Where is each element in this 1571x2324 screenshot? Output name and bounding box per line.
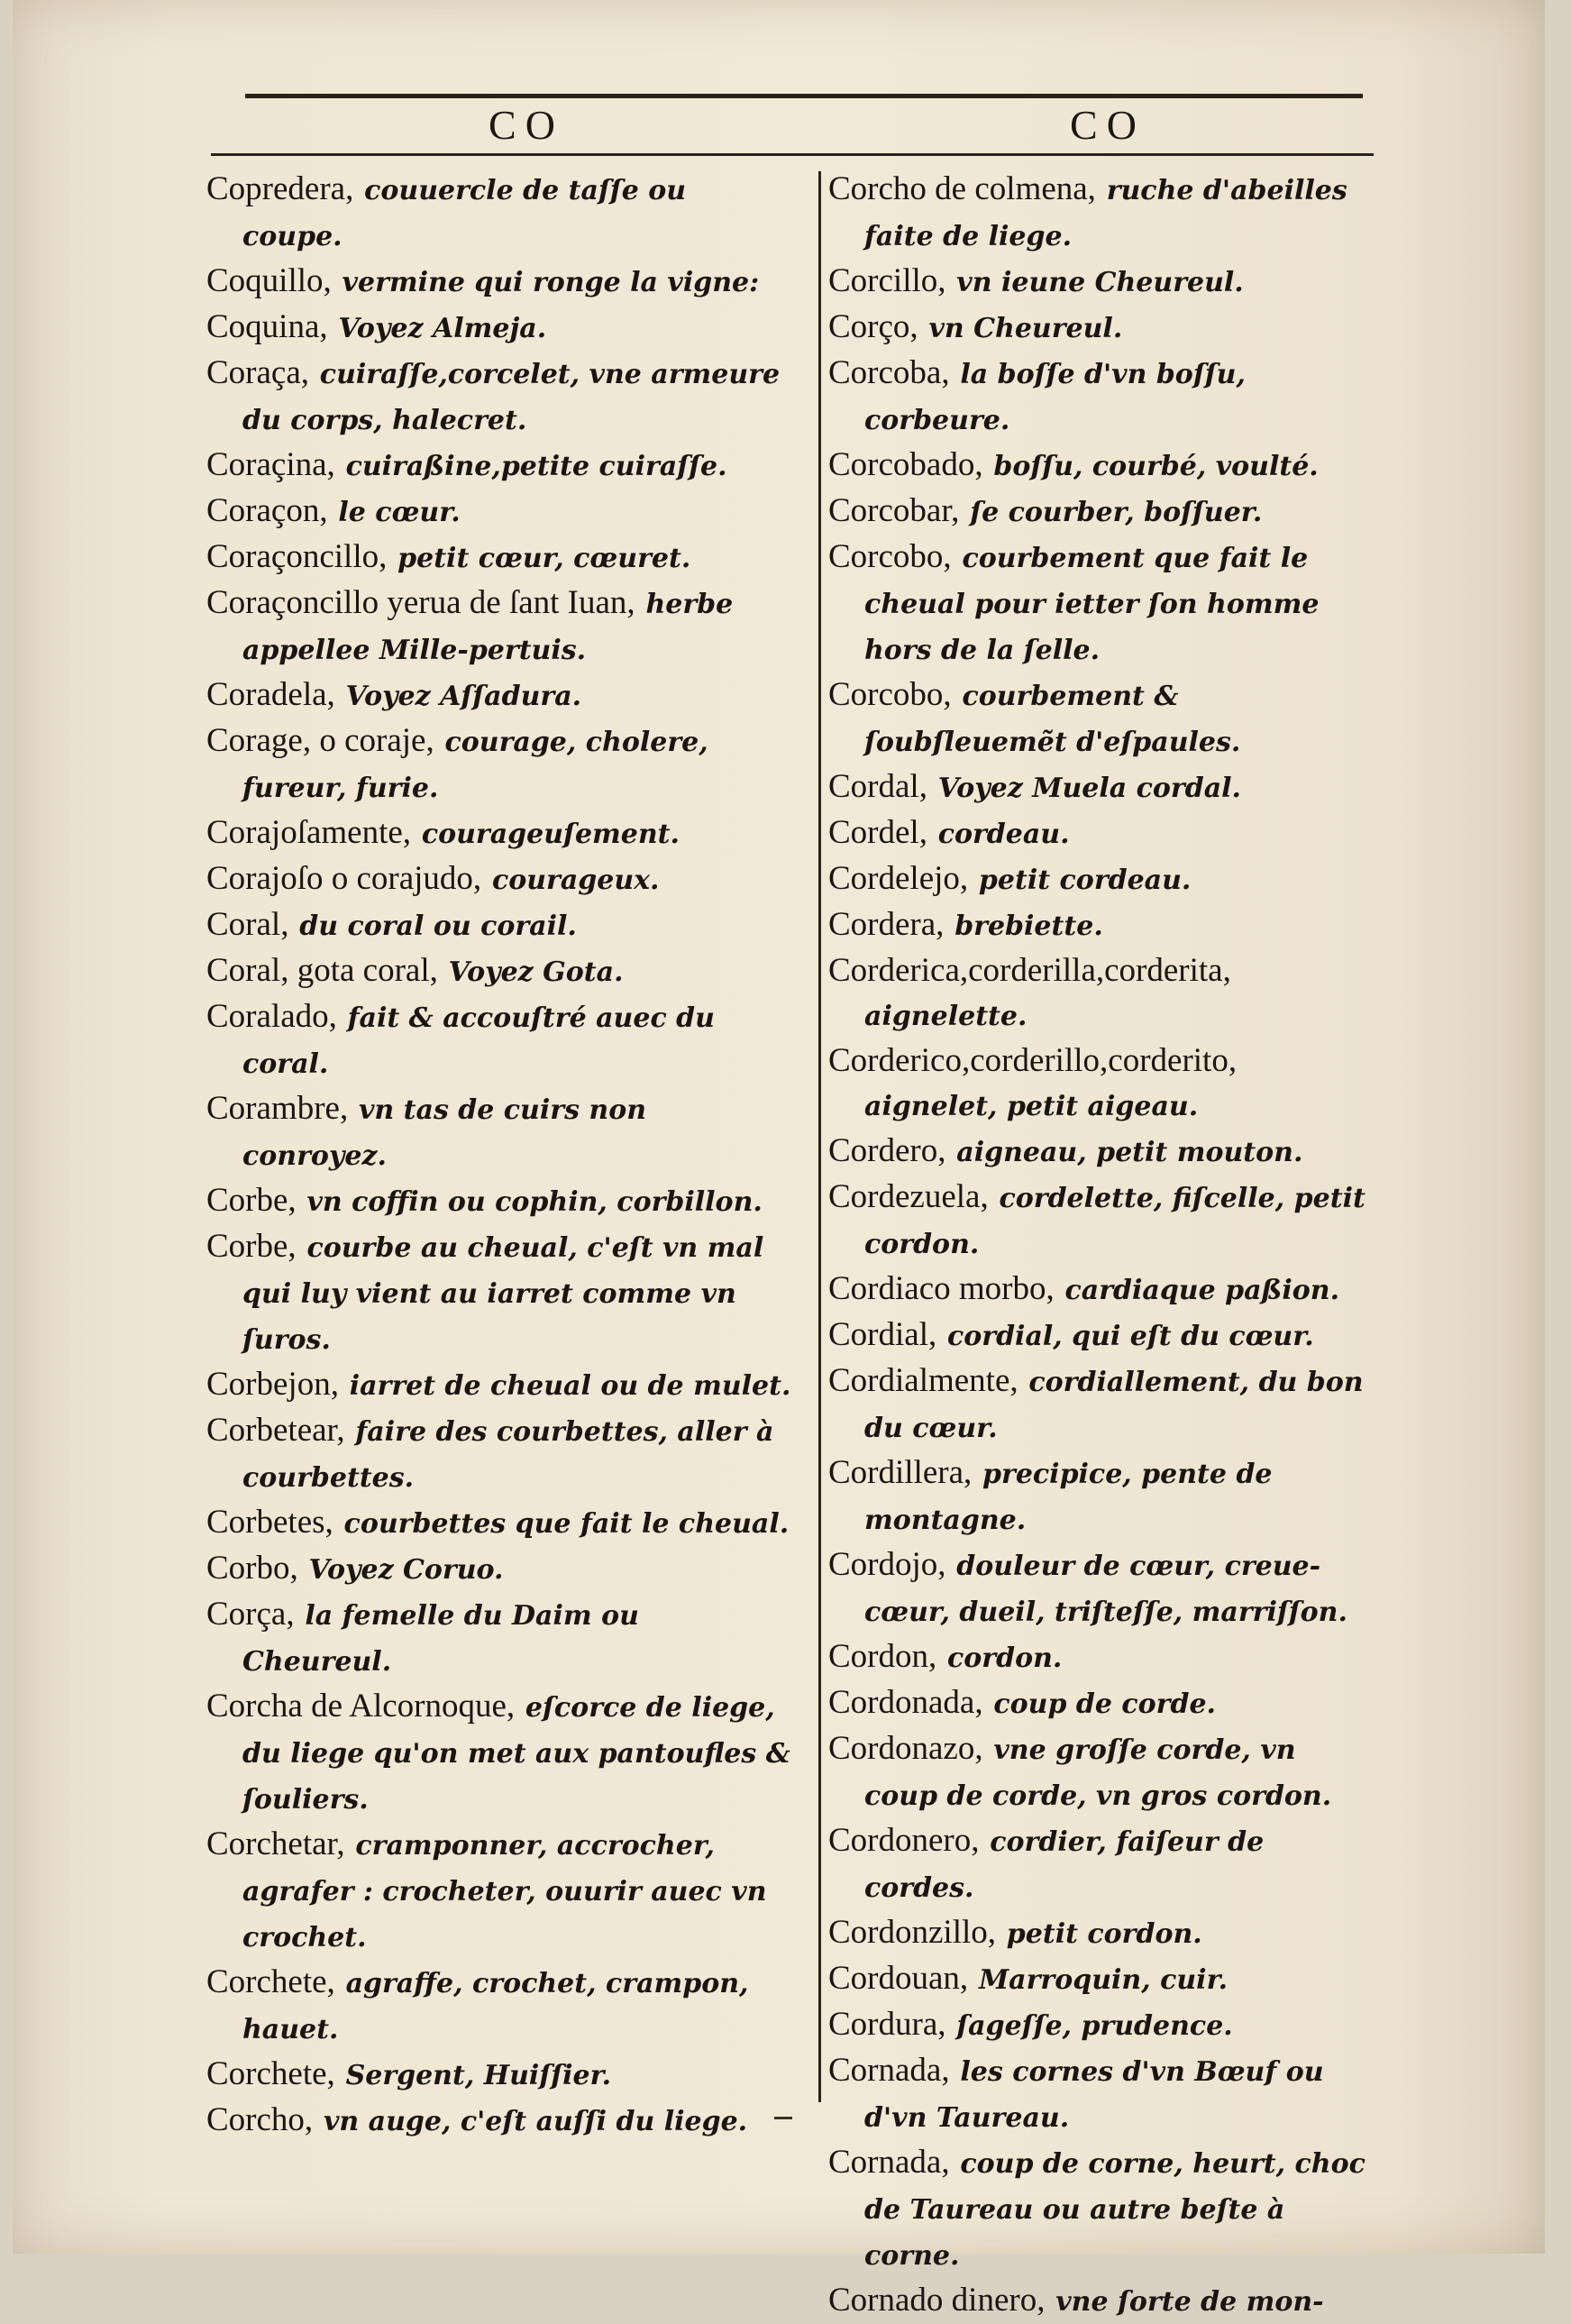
dictionary-entry [828, 2278, 1378, 2324]
dictionary-entry [828, 2002, 1378, 2048]
entry-definition: Marroquin, cuir. [978, 1964, 1228, 1996]
dictionary-entry [828, 1038, 1378, 1129]
dictionary-entry [206, 994, 792, 1086]
dictionary-entry [206, 535, 792, 581]
dictionary-entry [828, 1313, 1378, 1359]
entry-definition: fait & accouſtré auec du coral. [242, 1002, 715, 1080]
dictionary-entry [828, 672, 1378, 764]
entry-definition: couuercle de taſſe ou coupe. [242, 175, 687, 252]
dictionary-entry [828, 351, 1378, 443]
entry-headword: Coraça, [206, 354, 310, 391]
entry-headword: Corambre, [206, 1090, 349, 1127]
entry-headword: Cordal, [828, 768, 927, 805]
entry-definition: le cœur. [338, 497, 461, 528]
entry-headword: Cornada, [828, 2144, 950, 2181]
entry-definition: vn ieune Cheureul. [956, 267, 1244, 298]
dictionary-entry [828, 1726, 1378, 1818]
dictionary-entry [828, 1680, 1378, 1726]
entry-definition: aigneau, petit mouton. [956, 1137, 1303, 1168]
dictionary-entry [206, 1362, 792, 1408]
entry-headword: Corchete, [206, 2055, 335, 2092]
entry-definition: agraffe, crochet, crampon, hauet. [242, 1968, 749, 2045]
entry-headword: Cordera, [828, 906, 945, 943]
entry-headword: Copredera, [206, 170, 354, 207]
dictionary-entry [828, 305, 1378, 351]
dictionary-entry [206, 902, 792, 948]
entry-headword: Corcobo, [828, 676, 952, 713]
dictionary-entry [206, 1500, 792, 1546]
dictionary-entry [828, 2140, 1378, 2278]
entry-definition: petit cœur, cœuret. [397, 543, 691, 574]
entry-definition: courage, cholere, fureur, furie. [242, 727, 708, 804]
entry-definition: vne ſorte de mon- [1055, 2286, 1324, 2318]
entry-definition: la femelle du Daim ou Cheureul. [242, 1600, 639, 1678]
entry-definition: cuiraßine,petite cuiraſſe. [345, 451, 727, 482]
dictionary-entry [828, 1634, 1378, 1680]
dictionary-entry [828, 1956, 1378, 2002]
dictionary-entry [828, 1175, 1378, 1267]
entry-definition: courbement & ſoubſleuemẽt d'eſpaules. [864, 681, 1241, 758]
entry-definition: courbettes que fait le cheual. [343, 1508, 790, 1540]
entry-headword: Coral, [206, 906, 289, 943]
entry-headword: Coralado, [206, 998, 337, 1035]
dictionary-entry [206, 1408, 792, 1500]
dictionary-entry [828, 764, 1378, 810]
entry-definition: Sergent, Huiſſier. [345, 2060, 612, 2091]
entry-headword: Coquillo, [206, 262, 332, 299]
entry-headword: Corcho, [206, 2101, 314, 2138]
entry-headword: Corcoba, [828, 354, 950, 391]
dictionary-entry [828, 1910, 1378, 1956]
entry-headword: Corchetar, [206, 1825, 345, 1862]
running-head-left: CO [489, 102, 564, 148]
dictionary-entry [206, 672, 792, 718]
dictionary-entry [828, 1542, 1378, 1634]
entry-definition: precipice, pente de montagne. [864, 1459, 1273, 1536]
dictionary-entry [206, 1684, 792, 1822]
entry-headword: Coradela, [206, 676, 335, 713]
entry-definition: aignelet, petit aigeau. [864, 1091, 1199, 1122]
entry-definition: petit cordeau. [978, 865, 1192, 896]
entry-headword: Corbetear, [206, 1412, 345, 1449]
entry-definition: ſe courber, boſſuer. [970, 497, 1263, 528]
dictionary-entry [206, 581, 792, 672]
dictionary-entry [828, 1359, 1378, 1450]
entry-definition: coup de corde. [993, 1688, 1216, 1720]
entry-definition: courbement que fait le cheual pour ietter ſon homme hors de la ſelle. [864, 543, 1320, 666]
entry-definition: herbe appellee Mille-pertuis. [242, 589, 734, 666]
entry-headword: Corço, [828, 308, 918, 345]
entry-definition: Voyez Coruo. [308, 1554, 504, 1586]
entry-definition: cordier, faiſeur de cordes. [864, 1826, 1265, 1904]
dictionary-entry [828, 167, 1378, 259]
entry-headword: Corderico,corderillo,corderito, [828, 1042, 1238, 1079]
top-rule [245, 94, 1363, 98]
entry-definition: eſcorce de liege, du liege qu'on met aux pantoufles & ſouliers. [242, 1692, 790, 1816]
entry-definition: cardiaque paßion. [1064, 1275, 1340, 1306]
entry-headword: Cordouan, [828, 1960, 969, 1997]
entry-definition: vn auge, c'eſt auſſi du liege. [323, 2106, 748, 2137]
entry-headword: Coraçoncillo, [206, 538, 388, 575]
dictionary-entry [206, 351, 792, 443]
column-divider [818, 171, 821, 2102]
entry-headword: Coraçon, [206, 492, 328, 529]
entry-headword: Cordiaco morbo, [828, 1270, 1055, 1307]
dictionary-entry [206, 259, 792, 305]
entry-headword: Cordial, [828, 1316, 937, 1353]
dictionary-entry [828, 948, 1378, 1038]
entry-headword: Corbejon, [206, 1366, 339, 1403]
dictionary-entry [828, 1129, 1378, 1175]
dictionary-entry [828, 856, 1378, 902]
entry-headword: Cordialmente, [828, 1362, 1018, 1399]
running-head-right: CO [1070, 102, 1146, 148]
entry-headword: Cordero, [828, 1132, 946, 1169]
dictionary-entry [206, 443, 792, 489]
entry-headword: Cordonero, [828, 1822, 980, 1859]
entry-definition: ruche d'abeilles faite de liege. [864, 175, 1347, 252]
dictionary-entry [206, 810, 792, 856]
entry-definition: iarret de cheual ou de mulet. [349, 1370, 791, 1402]
entry-headword: Coraçina, [206, 446, 335, 483]
dictionary-entry [206, 718, 792, 810]
entry-definition: cordon. [947, 1642, 1063, 1674]
entry-definition: vne groſſe corde, vn coup de corde, vn gros cordon. [864, 1734, 1332, 1812]
entry-definition: aignelette. [864, 1001, 1028, 1032]
entry-definition: vermine qui ronge la vigne: [342, 267, 760, 298]
entry-definition: cuiraſſe,corcelet, vne armeure du corps, halecret. [242, 359, 781, 436]
dictionary-entry [206, 2098, 792, 2144]
entry-definition: faire des courbettes, aller à courbettes. [242, 1416, 774, 1494]
dictionary-entry [828, 2048, 1378, 2140]
entry-headword: Cordillera, [828, 1454, 973, 1491]
entry-headword: Corchete, [206, 1963, 335, 2000]
entry-headword: Corcobado, [828, 446, 983, 483]
dictionary-entry [828, 902, 1378, 948]
dictionary-entry [828, 489, 1378, 535]
dictionary-entry [206, 856, 792, 902]
dictionary-entry [206, 1822, 792, 1960]
dictionary-entry [206, 489, 792, 535]
entry-headword: Cordel, [828, 814, 927, 851]
entry-definition: courageux. [491, 865, 660, 896]
entry-headword: Corbe, [206, 1228, 297, 1265]
entry-headword: Corajoſo o corajudo, [206, 860, 482, 897]
entry-definition: Voyez Muela cordal. [937, 773, 1241, 804]
entry-definition: coup de corne, heurt, choc de Taureau ou autre beſte à corne. [864, 2148, 1365, 2272]
dictionary-entry [206, 305, 792, 351]
entry-definition: cordiallement, du bon du cœur. [864, 1367, 1364, 1444]
entry-headword: Corcobo, [828, 538, 952, 575]
entry-headword: Corbo, [206, 1550, 298, 1587]
entry-definition: courageuſement. [421, 819, 680, 850]
entry-definition: petit cordon. [1006, 1918, 1202, 1950]
entry-definition: brebiette. [954, 910, 1103, 942]
entry-definition: Voyez Almeja. [338, 313, 547, 344]
entry-headword: Corbetes, [206, 1504, 333, 1541]
entry-definition: boſſu, courbé, voulté. [993, 451, 1319, 482]
entry-definition: ſageſſe, prudence. [956, 2010, 1233, 2042]
entry-definition: la boſſe d'vn boſſu, corbeure. [864, 359, 1246, 436]
dictionary-entry [206, 1546, 792, 1592]
left-column [206, 167, 792, 2144]
entry-headword: Cordonada, [828, 1684, 983, 1721]
entry-definition: Voyez Aſſadura. [345, 681, 582, 712]
entry-definition: vn Cheureul. [928, 313, 1123, 344]
dictionary-entry [828, 1818, 1378, 1910]
entry-definition: douleur de cœur, creue-cœur, dueil, triſteſſe, marriſſon. [864, 1551, 1347, 1628]
dictionary-entry [828, 1267, 1378, 1313]
entry-headword: Cordura, [828, 2006, 946, 2043]
entry-definition: cordeau. [937, 819, 1070, 850]
entry-headword: Cordelejo, [828, 860, 969, 897]
entry-definition: Voyez Gota. [448, 956, 624, 988]
entry-definition: du coral ou corail. [299, 910, 577, 942]
right-column [828, 167, 1378, 2324]
dictionary-entry [828, 1450, 1378, 1542]
entry-definition: vn coffin ou cophin, corbillon. [306, 1186, 763, 1218]
entry-headword: Cornada, [828, 2052, 950, 2089]
entry-headword: Coral, gota coral, [206, 952, 438, 989]
dictionary-entry [206, 948, 792, 994]
dictionary-entry [828, 535, 1378, 672]
entry-headword: Cordojo, [828, 1546, 946, 1583]
entry-definition: cordial, qui eſt du cœur. [947, 1321, 1314, 1352]
entry-headword: Cordonazo, [828, 1730, 983, 1767]
entry-headword: Corajoſamente, [206, 814, 412, 851]
entry-definition: vn tas de cuirs non conroyez. [242, 1094, 647, 1172]
entry-headword: Cordon, [828, 1638, 937, 1675]
entry-headword: Corcha de Alcornoque, [206, 1688, 516, 1725]
entry-headword: Corcobar, [828, 492, 960, 529]
entry-definition: cramponner, accrocher, agrafer : crocheter, ouurir auec vn crochet. [242, 1830, 767, 1953]
entry-headword: Corcho de colmena, [828, 170, 1096, 207]
entry-headword: Corderica,corderilla,corderita, [828, 952, 1231, 989]
dictionary-entry [828, 259, 1378, 305]
dictionary-entry [206, 1224, 792, 1362]
entry-headword: Coquina, [206, 308, 328, 345]
entry-headword: Cornado dinero, [828, 2282, 1046, 2319]
dictionary-entry [828, 443, 1378, 489]
dictionary-entry [206, 167, 792, 259]
entry-headword: Corça, [206, 1596, 295, 1633]
entry-definition: cordelette, fiſcelle, petit cordon. [864, 1183, 1365, 1260]
footer-mark [774, 2117, 792, 2119]
entry-headword: Corage, o coraje, [206, 722, 434, 759]
entry-headword: Cordonzillo, [828, 1914, 997, 1951]
entry-headword: Cordezuela, [828, 1178, 989, 1215]
entry-headword: Corcillo, [828, 262, 946, 299]
entry-definition: les cornes d'vn Bœuf ou d'vn Taureau. [864, 2056, 1324, 2134]
dictionary-entry [206, 1178, 792, 1224]
entry-headword: Coraçoncillo yerua de ſant Iuan, [206, 584, 635, 621]
dictionary-entry [206, 2052, 792, 2098]
dictionary-entry [828, 810, 1378, 856]
dictionary-page [13, 0, 1545, 2319]
dictionary-entry [206, 1086, 792, 1178]
entry-headword: Corbe, [206, 1182, 297, 1219]
entry-definition: courbe au cheual, c'eſt vn mal qui luy vient au iarret comme vn ſuros. [242, 1232, 764, 1356]
dictionary-entry [206, 1592, 792, 1684]
header-rule [211, 153, 1374, 156]
dictionary-entry [206, 1960, 792, 2052]
